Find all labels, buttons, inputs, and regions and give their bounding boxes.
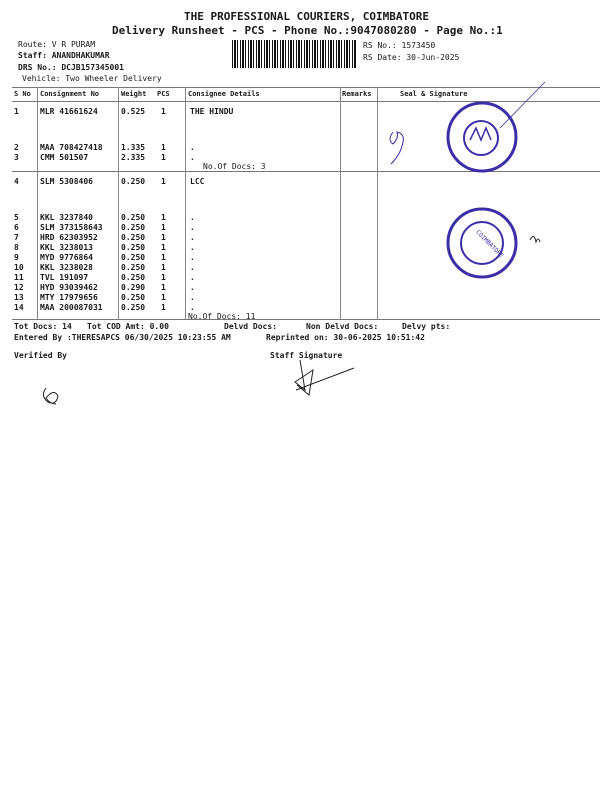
- staff-signature: [295, 360, 354, 395]
- cell-pcs: 1: [161, 223, 166, 232]
- stamp-2: [448, 209, 540, 277]
- cell-consignment-no: MAA 708427418: [40, 143, 103, 152]
- cell-consignee-detail: .: [190, 293, 195, 302]
- verifier-signature: [43, 388, 58, 404]
- cell-pcs: 1: [161, 243, 166, 252]
- cell-pcs: 1: [161, 107, 166, 116]
- cell-weight: 0.250: [121, 243, 146, 252]
- header-pcs: PCS: [157, 90, 170, 98]
- vehicle: Vehicle: Two Wheeler Delivery: [22, 74, 162, 83]
- non-delivered-docs: Non Delvd Docs:: [306, 322, 379, 331]
- cell-sno: 3: [14, 153, 19, 162]
- company-name: THE PROFESSIONAL COURIERS, COIMBATORE: [184, 10, 430, 23]
- rs-number: RS No.: 1573450: [363, 41, 436, 50]
- cell-consignee-detail: .: [190, 303, 195, 312]
- cell-consignee-detail: .: [190, 153, 195, 162]
- cell-consignment-no: SLM 5308406: [40, 177, 93, 186]
- signature-stroke: [500, 82, 545, 128]
- header-seal: Seal & Signature: [400, 90, 468, 98]
- cell-weight: 0.250: [121, 223, 146, 232]
- cell-consignment-no: MAA 200087031: [40, 303, 103, 312]
- entered-by: Entered By :THERESAPCS 06/30/2025 10:23:55 AM: [14, 333, 231, 342]
- cell-consignment-no: TVL 191097: [40, 273, 89, 282]
- cell-sno: 7: [14, 233, 19, 242]
- runsheet-subtitle: Delivery Runsheet - PCS - Phone No.:9047080280 - Page No.:1: [112, 24, 503, 37]
- cell-sno: 5: [14, 213, 19, 222]
- stamp-2-text: COIMBATORE: [474, 228, 505, 260]
- staff: Staff: ANANDHAKUMAR: [18, 51, 110, 60]
- cell-pcs: 1: [161, 303, 166, 312]
- cell-consignee-detail: .: [190, 213, 195, 222]
- cell-pcs: 1: [161, 213, 166, 222]
- cell-pcs: 1: [161, 233, 166, 242]
- handwritten-mark: [390, 132, 403, 164]
- cell-sno: 4: [14, 177, 19, 186]
- drs-number: DRS No.: DCJB157345001: [18, 63, 124, 72]
- cell-consignee-detail: .: [190, 283, 195, 292]
- cell-consignment-no: KKL 3238013: [40, 243, 93, 252]
- cell-pcs: 1: [161, 273, 166, 282]
- cell-weight: 0.250: [121, 273, 146, 282]
- cell-consignment-no: CMM 501507: [40, 153, 89, 162]
- delivered-docs: Delvd Docs:: [224, 322, 277, 331]
- docs-count: No.Of Docs: 3: [203, 162, 266, 171]
- cell-consignee-detail: .: [190, 143, 195, 152]
- cell-weight: 0.250: [121, 293, 146, 302]
- cell-sno: 13: [14, 293, 24, 302]
- delivery-points: Delvy pts:: [402, 322, 451, 331]
- cell-weight: 0.250: [121, 233, 146, 242]
- cell-sno: 8: [14, 243, 19, 252]
- cell-consignee-detail: .: [190, 243, 195, 252]
- cell-consignee-detail: .: [190, 233, 195, 242]
- cell-weight: 0.250: [121, 253, 146, 262]
- consignee-name: THE HINDU: [190, 107, 234, 116]
- cell-sno: 6: [14, 223, 19, 232]
- header-weight: Weight: [121, 90, 147, 98]
- cell-consignee-detail: .: [190, 253, 195, 262]
- cell-sno: 12: [14, 283, 24, 292]
- reprinted-on: Reprinted on: 30-06-2025 10:51:42: [266, 333, 425, 342]
- total-cod: Tot COD Amt: 0.00: [87, 322, 169, 331]
- cell-consignee-detail: .: [190, 273, 195, 282]
- cell-pcs: 1: [161, 283, 166, 292]
- consignee-name: LCC: [190, 177, 205, 186]
- cell-pcs: 1: [161, 253, 166, 262]
- cell-consignee-detail: .: [190, 223, 195, 232]
- cell-sno: 2: [14, 143, 19, 152]
- cell-weight: 0.250: [121, 177, 146, 186]
- cell-consignment-no: HRD 62303952: [40, 233, 98, 242]
- cell-consignee-detail: .: [190, 263, 195, 272]
- docs-count: No.Of Docs: 11: [188, 312, 256, 321]
- cell-weight: 1.335: [121, 143, 146, 152]
- header-remarks: Remarks: [342, 90, 372, 98]
- cell-pcs: 1: [161, 177, 166, 186]
- cell-pcs: 1: [161, 143, 166, 152]
- cell-consignment-no: KKL 3238028: [40, 263, 93, 272]
- cell-weight: 0.250: [121, 213, 146, 222]
- cell-sno: 9: [14, 253, 19, 262]
- rs-date: RS Date: 30-Jun-2025: [363, 53, 460, 62]
- cell-consignment-no: MTY 17979656: [40, 293, 98, 302]
- cell-weight: 0.250: [121, 263, 146, 272]
- cell-weight: 2.335: [121, 153, 146, 162]
- header-consignee: Consignee Details: [188, 90, 260, 98]
- cell-weight: 0.250: [121, 303, 146, 312]
- verified-by: Verified By: [14, 351, 67, 360]
- cell-sno: 10: [14, 263, 24, 272]
- header-consignment: Consignment No: [40, 90, 100, 98]
- cell-weight: 0.525: [121, 107, 146, 116]
- stamp-1: [448, 103, 516, 171]
- staff-signature-label: Staff Signature: [270, 351, 343, 360]
- cell-weight: 0.290: [121, 283, 146, 292]
- cell-consignment-no: MYD 9776864: [40, 253, 93, 262]
- total-docs: Tot Docs: 14: [14, 322, 72, 331]
- route: Route: V R PURAM: [18, 40, 96, 49]
- cell-consignment-no: MLR 41661624: [40, 107, 98, 116]
- header-sno: S No: [14, 90, 31, 98]
- cell-consignment-no: HYD 93039462: [40, 283, 98, 292]
- cell-consignment-no: SLM 373158643: [40, 223, 103, 232]
- cell-sno: 14: [14, 303, 24, 312]
- cell-pcs: 1: [161, 263, 166, 272]
- cell-pcs: 1: [161, 153, 166, 162]
- cell-pcs: 1: [161, 293, 166, 302]
- cell-consignment-no: KKL 3237840: [40, 213, 93, 222]
- cell-sno: 11: [14, 273, 24, 282]
- cell-sno: 1: [14, 107, 19, 116]
